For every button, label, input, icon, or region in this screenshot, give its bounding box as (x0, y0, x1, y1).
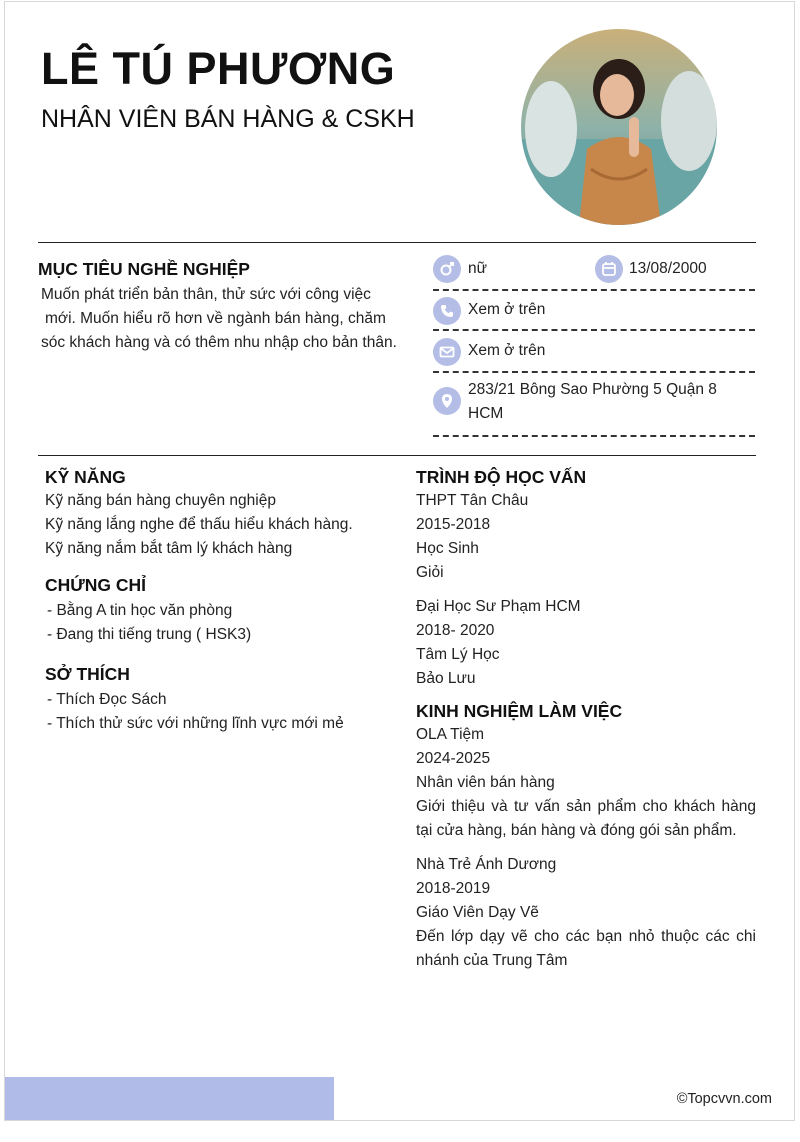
avatar (521, 29, 717, 225)
skill-item: Kỹ năng lắng nghe để thấu hiểu khách hàng. (45, 516, 353, 533)
contact-row-phone (433, 293, 755, 331)
objective-title: MỤC TIÊU NGHỀ NGHIỆP (38, 259, 250, 279)
experience-company: OLA Tiệm (416, 726, 485, 743)
birthday-value: 13/08/2000 (629, 260, 707, 277)
experience-period: 2024-2025 (416, 750, 491, 767)
experience-period: 2018-2019 (416, 880, 491, 897)
certificate-item: - Đang thi tiếng trung ( HSK3) (47, 626, 252, 643)
contact-row-email (433, 333, 755, 373)
experience-entry (416, 853, 756, 973)
skills-list (45, 489, 395, 561)
experience-company: Nhà Trẻ Ánh Dương (416, 856, 557, 873)
experience-description: Đến lớp dạy vẽ cho các bạn nhỏ thuộc các chi nhánh của Trung Tâm (416, 928, 756, 969)
experience-entry (416, 723, 756, 843)
left-column (45, 467, 395, 736)
certificates-list (45, 599, 395, 647)
location-icon (433, 387, 461, 415)
hobby-item: - Thích thử sức với những lĩnh vực mới mẻ (47, 715, 344, 732)
skill-item: Kỹ năng nắm bắt tâm lý khách hàng (45, 540, 293, 557)
experience-role: Giáo Viên Dạy Vẽ (416, 904, 539, 921)
education-major: Tâm Lý Học (416, 646, 500, 663)
education-period: 2018- 2020 (416, 622, 495, 639)
objective-line: mới. Muốn hiểu rõ hơn về ngành bán hàng, chăm (45, 310, 386, 327)
objective-line: sóc khách hàng và có thêm nhu nhập cho bản thân. (41, 334, 397, 351)
education-result: Giỏi (416, 564, 444, 581)
education-school: THPT Tân Châu (416, 492, 529, 509)
right-column (416, 467, 756, 983)
education-result: Bảo Lưu (416, 670, 476, 687)
email-value: Xem ở trên (468, 342, 546, 359)
address-line: 283/21 Bông Sao Phường 5 Quận 8 (468, 381, 717, 398)
certificate-item: - Bằng A tin học văn phòng (47, 602, 233, 619)
education-entry (416, 595, 756, 691)
phone-icon (433, 297, 461, 325)
contact-info (433, 252, 755, 438)
gender-value: nữ (468, 260, 487, 277)
experience-description: Giới thiệu và tư vấn sản phẩm cho khách hàng tại cửa hàng, bán hàng và đóng gói sản phẩm. (416, 798, 756, 839)
hobbies-list (45, 688, 395, 736)
experience-title: KINH NGHIỆM LÀM VIỆC (416, 701, 623, 721)
gender-icon (433, 255, 461, 283)
objective-line: Muốn phát triển bản thân, thử sức với công việc (41, 286, 371, 303)
education-entry (416, 489, 756, 585)
education-period: 2015-2018 (416, 516, 491, 533)
hobby-item: - Thích Đọc Sách (47, 691, 167, 708)
education-title: TRÌNH ĐỘ HỌC VẤN (416, 467, 587, 487)
education-school: Đại Học Sư Phạm HCM (416, 598, 581, 615)
certificates-title: CHỨNG CHỈ (45, 575, 147, 595)
education-major: Học Sinh (416, 540, 479, 557)
phone-value: Xem ở trên (468, 301, 546, 318)
objective-text (41, 283, 421, 355)
experience-role: Nhân viên bán hàng (416, 774, 555, 791)
address-value (468, 378, 753, 426)
email-icon (433, 338, 461, 366)
header-divider (38, 242, 756, 243)
avatar-photo (521, 29, 717, 225)
contact-row-personal (433, 252, 755, 291)
skill-item: Kỹ năng bán hàng chuyên nghiệp (45, 492, 276, 509)
footer-watermark: ©Topcvvn.com (676, 1091, 772, 1107)
contact-row-address (433, 375, 755, 437)
address-line: HCM (468, 405, 504, 422)
footer-accent-bar (5, 1077, 334, 1121)
candidate-position: NHÂN VIÊN BÁN HÀNG & CSKH (41, 105, 415, 133)
cv-page (4, 1, 795, 1121)
skills-title: KỸ NĂNG (45, 467, 126, 487)
section-divider (38, 455, 756, 456)
calendar-icon (595, 255, 623, 283)
hobbies-title: SỞ THÍCH (45, 664, 130, 684)
candidate-name: LÊ TÚ PHƯƠNG (41, 43, 396, 94)
